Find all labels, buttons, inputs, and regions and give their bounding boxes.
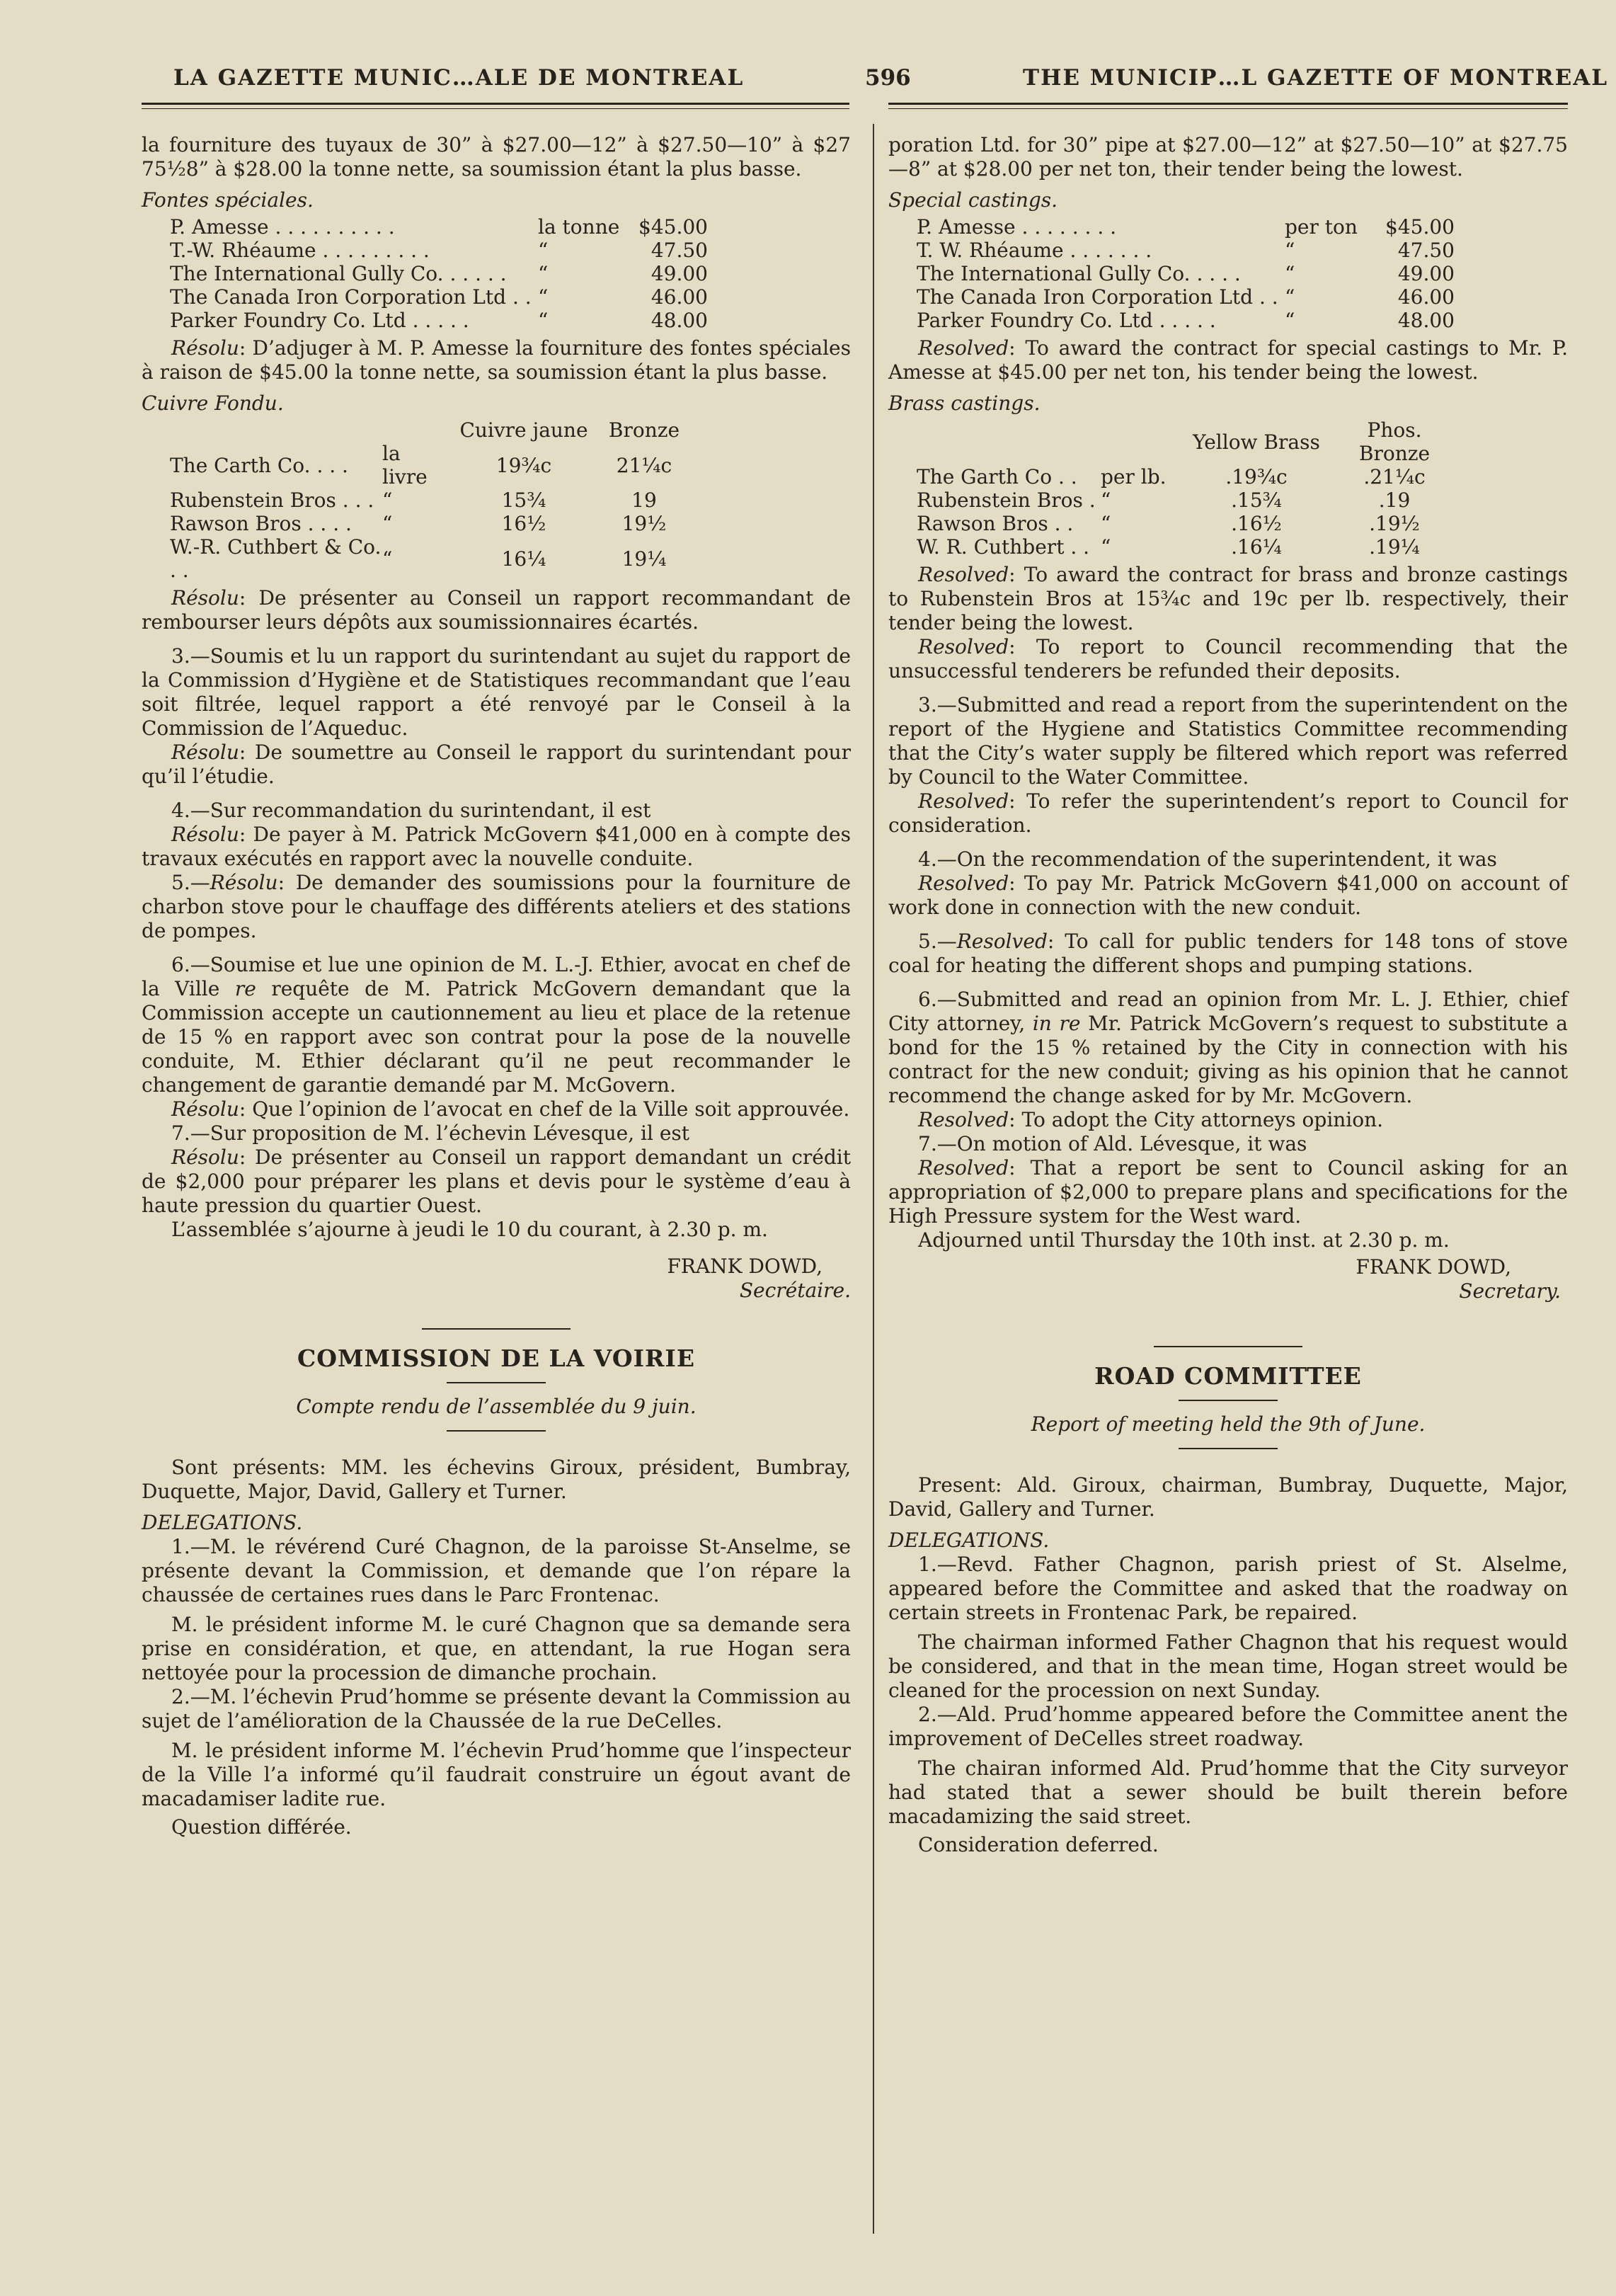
- resolution-text: : D’adjuger à M. P. Amesse la fourniture des fontes spéciales à raison de $45.00 la tonne nette, sa soumission étant la plus basse.: [142, 336, 851, 384]
- delegations-heading: DELEGATIONS.: [888, 1529, 1050, 1552]
- company-name: The Carth Co. . . .: [170, 453, 348, 477]
- resolution-text: : De présenter au Conseil un rapport demandant un crédit de $2,000 pour préparer les plans et devis pour le système d’eau à haute pression du quartier Ouest.: [142, 1146, 851, 1217]
- subtitle-rule: [447, 1430, 546, 1432]
- price-value: $45.00: [638, 215, 708, 239]
- price-row: [917, 215, 1455, 239]
- present-list: Sont présents: MM. les échevins Giroux, président, Bumbray, Duquette, Major, David, Gallery et Turner.: [142, 1456, 851, 1503]
- item-6-text-b: Mr. Patrick McGovern’s request to substitute a bond for the 15 % retained by the City in connection with his contract for the new conduit; giving as his opinion that he cannot recommend the change asked for by Mr. McGovern.: [888, 1012, 1569, 1107]
- price-value: 46.00: [651, 285, 708, 309]
- company-name: P. Amesse . . . . . . . . . .: [170, 215, 395, 239]
- price-value: 49.00: [651, 262, 708, 285]
- price-row: [170, 239, 708, 262]
- price-row: [917, 239, 1455, 262]
- resolution-text: : To report to Council recommending that the unsuccessful tenderers be refunded their deposits.: [888, 635, 1568, 682]
- price-unit: “: [382, 489, 393, 512]
- price-unit: “: [538, 262, 549, 285]
- item-6-text-b: requête de M. Patrick McGovern demandant que la Commission accepte un cautionnement au lieu et place de la retenue de 15 % en rapport avec son contrat pour la pose de la nouvelle conduite, M. Ethier déclarant qu’il ne peut recommander le changement de garantie demandé par M. McGovern.: [142, 977, 851, 1097]
- price-unit: per ton: [1285, 215, 1358, 239]
- price-row: [917, 262, 1455, 285]
- resolution-label: Resolved: [918, 1108, 1009, 1131]
- resolution-label: Resolved: [918, 1156, 1009, 1180]
- resolution-paragraph: [142, 823, 851, 871]
- company-name: The Canada Iron Corporation Ltd . .: [917, 285, 1278, 309]
- item-6-re: re: [234, 977, 256, 1000]
- price-unit: “: [1285, 262, 1295, 285]
- copper-col-bronze: Bronze: [608, 418, 680, 442]
- metal-row: [917, 465, 1455, 489]
- header-rule-right-thin: [888, 108, 1568, 109]
- special-castings-heading: Special castings.: [888, 188, 1058, 212]
- price-unit: per lb.: [1101, 465, 1167, 489]
- adjournment: Adjourned until Thursday the 10th inst. at 2.30 p. m.: [918, 1228, 1450, 1252]
- resolution-paragraph: [888, 789, 1568, 838]
- delegation-2: 2.—Ald. Prud’homme appeared before the Committee anent the improvement of DeCelles street roadway.: [888, 1703, 1568, 1750]
- bronze-price: 21¼c: [616, 453, 672, 477]
- price-row: [170, 262, 708, 285]
- price-unit: “: [1285, 239, 1295, 262]
- item-6-paragraph: [142, 953, 851, 1097]
- signature-name: FRANK DOWD,: [1356, 1255, 1511, 1279]
- resolution-text: : To award the contract for special castings to Mr. P. Amesse at $45.00 per net ton, his tender being the lowest.: [888, 336, 1568, 384]
- yellow-brass-price: 16½: [501, 512, 546, 535]
- metal-row: [917, 489, 1455, 512]
- company-name: Rubenstein Bros .: [917, 489, 1096, 512]
- item-5-paragraph: [142, 871, 851, 943]
- copper-table: [170, 418, 687, 582]
- intro-paragraph: poration Ltd. for 30” pipe at $27.00—12” at $27.50—10” at $27.75—8” at $28.00 per net ton, their tender being the lowest.: [888, 133, 1568, 181]
- resolution-label: Résolu: [171, 336, 239, 360]
- copper-heading: Cuivre Fondu.: [142, 392, 284, 415]
- resolution-label: Resolved: [918, 789, 1009, 813]
- page-number: 596: [865, 65, 911, 91]
- price-unit: “: [1101, 512, 1111, 535]
- resolution-label: Résolu: [171, 741, 239, 764]
- special-castings-heading: Fontes spéciales.: [142, 188, 314, 212]
- price-row: [917, 285, 1455, 309]
- resolution-text: : De payer à M. Patrick McGovern $41,000 en à compte des travaux exécutés en rapport avec la nouvelle conduite.: [142, 823, 851, 870]
- resolution-label: Résolu: [171, 823, 239, 846]
- price-unit: “: [1101, 535, 1111, 559]
- resolution-paragraph: [888, 635, 1568, 683]
- present-list: Present: Ald. Giroux, chairman, Bumbray, Duquette, Major, David, Gallery and Turner.: [888, 1473, 1568, 1521]
- delegation-2-reply: M. le président informe M. l’échevin Prud’homme que l’inspecteur de la Ville l’a informé qu’il faudrait construire un égout avant de macadamiser ladite rue.: [142, 1739, 851, 1810]
- company-name: W. R. Cuthbert . .: [917, 535, 1090, 559]
- company-name: T. W. Rhéaume . . . . . . .: [917, 239, 1152, 262]
- price-value: 48.00: [1397, 309, 1455, 332]
- item-6-text-a: 6.—Soumise et lue une opinion de M. L.-J. Ethier, avocat en chef de la Ville: [142, 953, 851, 1000]
- deferred-note: Question différée.: [171, 1815, 352, 1839]
- resolution-label: Résolu: [171, 1146, 239, 1169]
- company-name: T.-W. Rhéaume . . . . . . . . .: [170, 239, 430, 262]
- resolution-label: Resolved: [956, 930, 1048, 953]
- resolution-paragraph: [888, 336, 1568, 384]
- price-row: [170, 285, 708, 309]
- metal-row: [917, 535, 1455, 559]
- yellow-brass-price: 16¼: [501, 547, 546, 571]
- delegation-1-reply: The chairman informed Father Chagnon that his request would be considered, and that in the mean time, Hogan street would be cleaned for the procession on next Sunday.: [888, 1630, 1568, 1702]
- price-value: $45.00: [1385, 215, 1455, 239]
- price-value: 47.50: [651, 239, 708, 262]
- section-subtitle: Report of meeting held the 9th of June.: [1031, 1412, 1426, 1436]
- metal-row: [170, 512, 687, 535]
- deferred-note: Consideration deferred.: [918, 1833, 1159, 1856]
- company-name: The International Gully Co. . . . .: [917, 262, 1241, 285]
- metal-row: [170, 535, 687, 582]
- company-name: Rawson Bros . .: [917, 512, 1074, 535]
- bronze-price: .19½: [1369, 512, 1420, 535]
- item-7-paragraph: 7.—Sur proposition de M. l’échevin Lévesque, il est: [171, 1121, 690, 1145]
- resolution-label: Resolved: [918, 563, 1009, 586]
- title-rule: [1179, 1400, 1278, 1401]
- price-value: 46.00: [1397, 285, 1455, 309]
- resolution-paragraph: [142, 741, 851, 789]
- signature-name: FRANK DOWD,: [667, 1255, 823, 1278]
- resolution-text: : To adopt the City attorneys opinion.: [1009, 1108, 1384, 1131]
- bronze-price: .21¼c: [1363, 465, 1426, 489]
- resolution-paragraph: [142, 1146, 851, 1218]
- price-unit: “: [1285, 309, 1295, 332]
- resolution-label: Résolu: [171, 1097, 239, 1121]
- delegation-2-reply: The chairan informed Ald. Prud’homme that the City surveyor had stated that a sewer should be built therein before macadamizing the said street.: [888, 1757, 1568, 1828]
- price-unit: “: [1101, 489, 1111, 512]
- price-unit: “: [1285, 285, 1295, 309]
- company-name: Rawson Bros . . . .: [170, 512, 352, 535]
- item-4-paragraph: 4.—On the recommendation of the superintendent, it was: [918, 847, 1497, 871]
- item-4-paragraph: 4.—Sur recommandation du surintendant, il est: [171, 799, 651, 822]
- resolution-paragraph: [142, 336, 851, 384]
- item-number: 5.—: [171, 871, 210, 894]
- resolution-label: Resolved: [918, 635, 1009, 658]
- resolution-paragraph: [888, 872, 1568, 920]
- header-rule-left: [142, 103, 849, 105]
- company-name: The Canada Iron Corporation Ltd . .: [170, 285, 532, 309]
- brass-col-yellow: Yellow Brass: [1193, 430, 1320, 454]
- delegation-2: 2.—M. l’échevin Prud’homme se présente devant la Commission au sujet de l’amélioration de la Chaussée de la rue DeCelles.: [142, 1685, 851, 1732]
- yellow-brass-price: .16¼: [1231, 535, 1282, 559]
- resolution-paragraph: [142, 1097, 851, 1121]
- resolution-text: : That a report be sent to Council asking for an appropriation of $2,000 to prepare plans and specifications for the High Pressure system for the West ward.: [888, 1156, 1568, 1228]
- metal-row: [170, 442, 687, 489]
- yellow-brass-price: 19¾c: [495, 453, 552, 477]
- header-left-title: LA GAZETTE MUNIC…ALE DE MONTREAL: [173, 65, 745, 91]
- company-name: Parker Foundry Co. Ltd . . . . .: [917, 309, 1216, 332]
- signature-title: Secrétaire.: [739, 1279, 851, 1302]
- english-column: [888, 133, 1568, 1857]
- resolution-text: : To refer the superintendent’s report to Council for consideration.: [888, 789, 1568, 837]
- price-unit: la tonne: [538, 215, 620, 239]
- column-divider: [873, 124, 874, 2234]
- resolution-text: : Que l’opinion de l’avocat en chef de la Ville soit approuvée.: [239, 1097, 850, 1121]
- item-6-re: in re: [1032, 1012, 1081, 1035]
- special-castings-table: [170, 215, 708, 332]
- resolution-text: : To pay Mr. Patrick McGovern $41,000 on account of work done in connection with the new conduit.: [888, 872, 1568, 919]
- company-name: The Garth Co . .: [917, 465, 1077, 489]
- company-name: W.-R. Cuthbert & Co. . .: [170, 535, 382, 582]
- metal-row: [917, 512, 1455, 535]
- resolution-paragraph: [888, 563, 1568, 635]
- price-unit: “: [538, 285, 549, 309]
- item-7-paragraph: 7.—On motion of Ald. Lévesque, it was: [918, 1132, 1307, 1155]
- price-row: [170, 309, 708, 332]
- title-rule: [447, 1382, 546, 1383]
- company-name: Rubenstein Bros . . .: [170, 489, 374, 512]
- brass-heading: Brass castings.: [888, 392, 1041, 415]
- price-row: [170, 215, 708, 239]
- item-6-text-a: 6.—Submitted and read an opinion from Mr. L. J. Ethier, chief City attorney,: [888, 988, 1568, 1035]
- resolution-text: : To award the contract for brass and bronze castings to Rubenstein Bros at 15¾c and 19c per lb. respectively, their tender being the lowest.: [888, 563, 1568, 634]
- resolution-text: : To call for public tenders for 148 tons of stove coal for heating the different shops and pumping stations.: [888, 930, 1568, 977]
- adjournment: L’assemblée s’ajourne à jeudi le 10 du courant, à 2.30 p. m.: [171, 1218, 768, 1241]
- resolution-paragraph: [888, 1156, 1568, 1228]
- delegation-1: 1.—M. le révérend Curé Chagnon, de la paroisse St-Anselme, se présente devant la Commission, et demande que l’on répare la chaussée de certaines rues dans le Parc Frontenac.: [142, 1535, 851, 1606]
- price-value: 48.00: [651, 309, 708, 332]
- delegation-1: 1.—Revd. Father Chagnon, parish priest of St. Alselme, appeared before the Committee and asked that the roadway on certain streets in Frontenac Park, be repaired.: [888, 1553, 1568, 1624]
- resolution-label: Resolved: [918, 872, 1009, 895]
- resolution-text: : De soumettre au Conseil le rapport du surintendant pour qu’il l’étudie.: [142, 741, 851, 788]
- subtitle-rule: [1179, 1448, 1278, 1449]
- yellow-brass-price: .19¾c: [1225, 465, 1288, 489]
- company-name: Parker Foundry Co. Ltd . . . . .: [170, 309, 469, 332]
- item-3-paragraph: 3.—Submitted and read a report from the superintendent on the report of the Hygiene and Statistics Committee recommending that the City’s water supply be filtered which report was referred by Council to the Water Committee.: [888, 693, 1568, 789]
- resolution-label: Résolu: [210, 871, 278, 894]
- resolution-text: : De demander des soumissions pour la fourniture de charbon stove pour le chauffage des différents ateliers et des stations de pompes.: [142, 871, 851, 942]
- section-title: ROAD COMMITTEE: [1094, 1362, 1362, 1390]
- bronze-price: .19¼: [1369, 535, 1420, 559]
- bronze-price: 19: [631, 489, 657, 512]
- brass-table: [917, 418, 1455, 559]
- item-number: 5.—: [918, 930, 957, 953]
- company-name: P. Amesse . . . . . . . .: [917, 215, 1117, 239]
- resolution-label: Resolved: [918, 336, 1009, 360]
- price-unit: la livre: [382, 442, 428, 489]
- item-6-paragraph: [888, 988, 1568, 1108]
- intro-paragraph: la fourniture des tuyaux de 30” à $27.00—12” à $27.50—10” à $27 75½8” à $28.00 la tonne nette, sa soumission étant la plus basse.: [142, 133, 851, 181]
- price-unit: “: [538, 239, 549, 262]
- special-castings-table: [917, 215, 1455, 332]
- delegations-heading: DELEGATIONS.: [142, 1511, 303, 1534]
- yellow-brass-price: .15¾: [1231, 489, 1282, 512]
- price-unit: “: [538, 309, 549, 332]
- price-value: 49.00: [1397, 262, 1455, 285]
- french-column: [142, 133, 851, 1839]
- yellow-brass-price: .16½: [1231, 512, 1282, 535]
- header-rule-left-thin: [142, 108, 849, 109]
- price-unit: “: [382, 547, 393, 571]
- item-3-paragraph: 3.—Soumis et lu un rapport du surintendant au sujet du rapport de la Commission d’Hygiène et de Statistiques recommandant que l’eau soit filtrée, lequel rapport a été renvoyé par le Conseil à la Commission de l’Aqueduc.: [142, 644, 851, 740]
- section-divider: [1154, 1346, 1302, 1347]
- price-value: 47.50: [1397, 239, 1455, 262]
- resolution-text: : De présenter au Conseil un rapport recommandant de rembourser leurs dépôts aux soumissionnaires écartés.: [142, 586, 851, 634]
- copper-col-yellow: Cuivre jaune: [459, 418, 588, 442]
- section-title: COMMISSION DE LA VOIRIE: [297, 1344, 696, 1372]
- item-5-paragraph: [888, 930, 1568, 978]
- header-rule-right: [888, 103, 1568, 105]
- delegation-1-reply: M. le président informe M. le curé Chagnon que sa demande sera prise en considération, et que, en attendant, la rue Hogan sera nettoyée pour la procession de dimanche prochain.: [142, 1613, 851, 1684]
- bronze-price: 19¼: [621, 547, 667, 571]
- price-row: [917, 309, 1455, 332]
- resolution-label: Résolu: [171, 586, 239, 610]
- section-subtitle: Compte rendu de l’assemblée du 9 juin.: [296, 1395, 697, 1418]
- brass-col-bronze: Phos. Bronze: [1358, 418, 1431, 465]
- bronze-price: 19½: [621, 512, 667, 535]
- header-right-title: THE MUNICIP…L GAZETTE OF MONTREAL: [1023, 65, 1609, 91]
- metal-row: [170, 489, 687, 512]
- signature-title: Secretary.: [1459, 1279, 1561, 1303]
- resolution-paragraph: [888, 1108, 1568, 1132]
- company-name: The International Gully Co. . . . . .: [170, 262, 507, 285]
- resolution-paragraph: [142, 586, 851, 634]
- bronze-price: .19: [1378, 489, 1411, 512]
- section-divider: [422, 1328, 571, 1330]
- yellow-brass-price: 15¾: [501, 489, 546, 512]
- price-unit: “: [382, 512, 393, 535]
